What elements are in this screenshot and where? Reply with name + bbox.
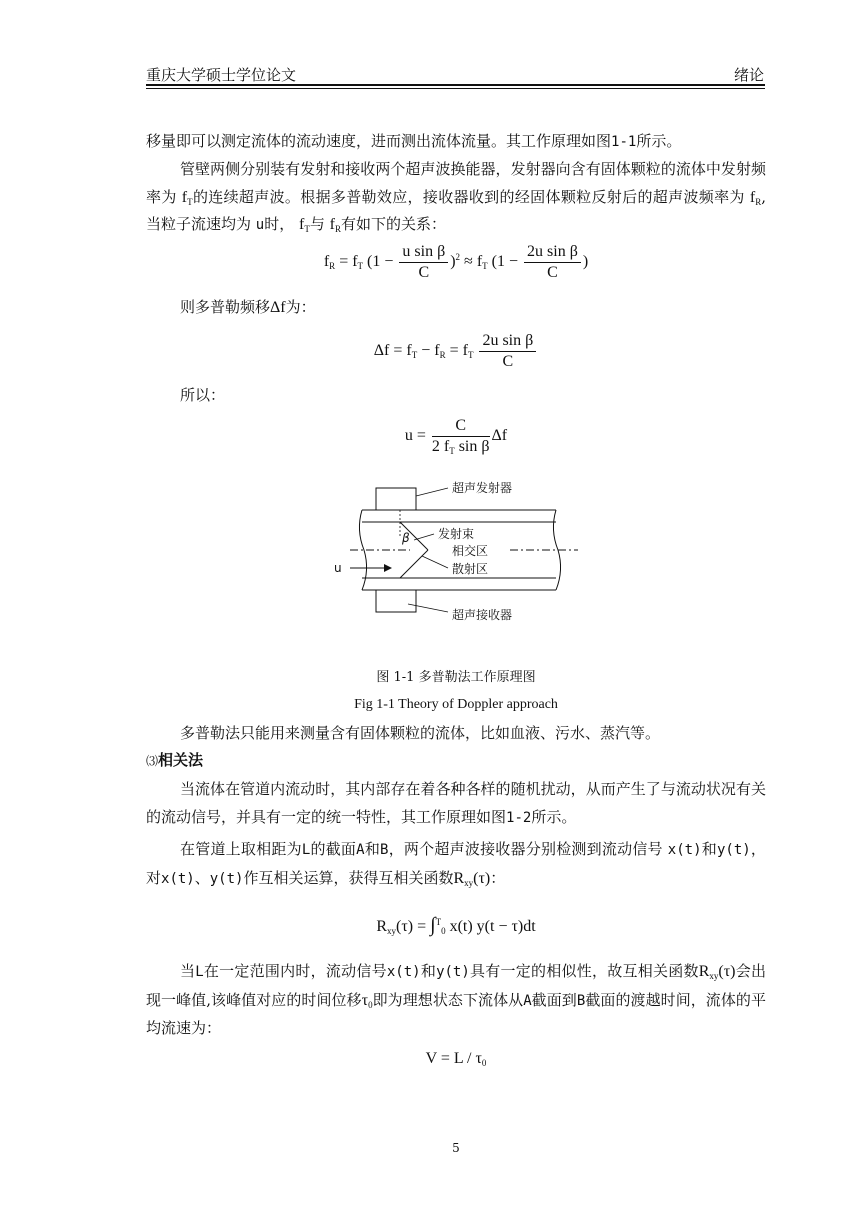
figure-caption-en: Fig 1-1 Theory of Doppler approach (354, 697, 558, 712)
doppler-principle-figure (330, 478, 590, 628)
leader-scatter (422, 556, 448, 568)
equation-doppler-relation: $f_R = f_T$ (1 − $\frac{\text{u sin β}}{C}$ )$^2 \approx f_T$ (1 − $\frac{\text{2u sin β}}{C}$ ) (323, 243, 589, 281)
paragraph: 在管道上取相距为L的截面A和B，两个超声波接收器分别检测到流动信号 x(t)和y(t)，对x(t)、y(t)作互相关运算，获得互相关函数$R_{xy}(\tau)$： (146, 840, 766, 888)
header-rule-thick (146, 84, 765, 86)
equation-doppler-shift: $\Delta f = f_T - f_R = f_T$ $\frac{\text{2u sin β}}{C}$ (146, 331, 766, 372)
paragraph: 管壁两侧分别装有发射和接收两个超声波换能器，发射器向含有固体颗粒的流体中发射频率为 $f_T$的连续超声波。根据多普勒效应，接收器收到的经固体颗粒反射后的超声波频率为 $f_R$,当粒子流速均为 u时， $f_T$与 $f_R$有如下的关系： (146, 160, 766, 234)
running-header-left: 重庆大学硕士学位论文 (146, 66, 297, 84)
leader-receiver (408, 604, 448, 612)
equation-mean-velocity: $V = L / \tau_0$ (425, 1050, 487, 1068)
paragraph: 当L在一定范围内时，流动信号x(t)和y(t)具有一定的相似性，故互相关函数$R_{xy}(\tau)$会出现一峰值,该峰值对应的时间位移$\tau_0$即为理想状态下流体从A截面到B截面的渡越时间，流体的平均流速为： (146, 962, 766, 1037)
label-intersect: 相交区 (452, 544, 489, 558)
label-scatter: 散射区 (452, 562, 489, 576)
flow-velocity-label: u (334, 561, 342, 575)
figure-caption-cn: 图 1-1 多普勒法工作原理图 (376, 670, 536, 685)
paragraph: 则多普勒频移Δf为： (180, 298, 316, 316)
page-number: 5 (452, 1141, 460, 1155)
receiver-transducer (376, 590, 416, 612)
paragraph: 所以： (180, 386, 226, 404)
equation-cross-correlation: $R_{xy}(\tau) = \int^T_0$ x(t) y(t − τ)dt (376, 914, 536, 936)
running-header-right: 绪论 (733, 66, 764, 84)
beta-angle-label: β (402, 531, 410, 545)
section-heading: ⑶相关法 (146, 751, 204, 769)
paragraph: 多普勒法只能用来测量含有固体颗粒的流体，比如血液、污水、蒸汽等。 (180, 724, 661, 742)
paragraph: 当流体在管道内流动时，其内部存在着各种各样的随机扰动，从而产生了与流动状况有关的流动信号，并具有一定的统一特性，其工作原理如图1-2所示。 (146, 780, 766, 826)
header-rule-thin (146, 88, 765, 89)
equation-velocity: u = $\frac{C}{2 f_T \sin \beta}$ Δf (404, 417, 508, 456)
transmitter-transducer (376, 488, 416, 510)
leader-beam (414, 534, 434, 540)
paragraph: 移量即可以测定流体的流动速度，进而测出流体流量。其工作原理如图1-1所示。 (146, 132, 682, 150)
label-transmitter: 超声发射器 (452, 481, 513, 495)
leader-transmitter (416, 488, 448, 496)
flow-arrow-head (384, 564, 392, 572)
label-receiver: 超声接收器 (452, 608, 513, 622)
label-beam: 发射束 (438, 527, 475, 541)
scattered-beam-line (400, 550, 428, 578)
